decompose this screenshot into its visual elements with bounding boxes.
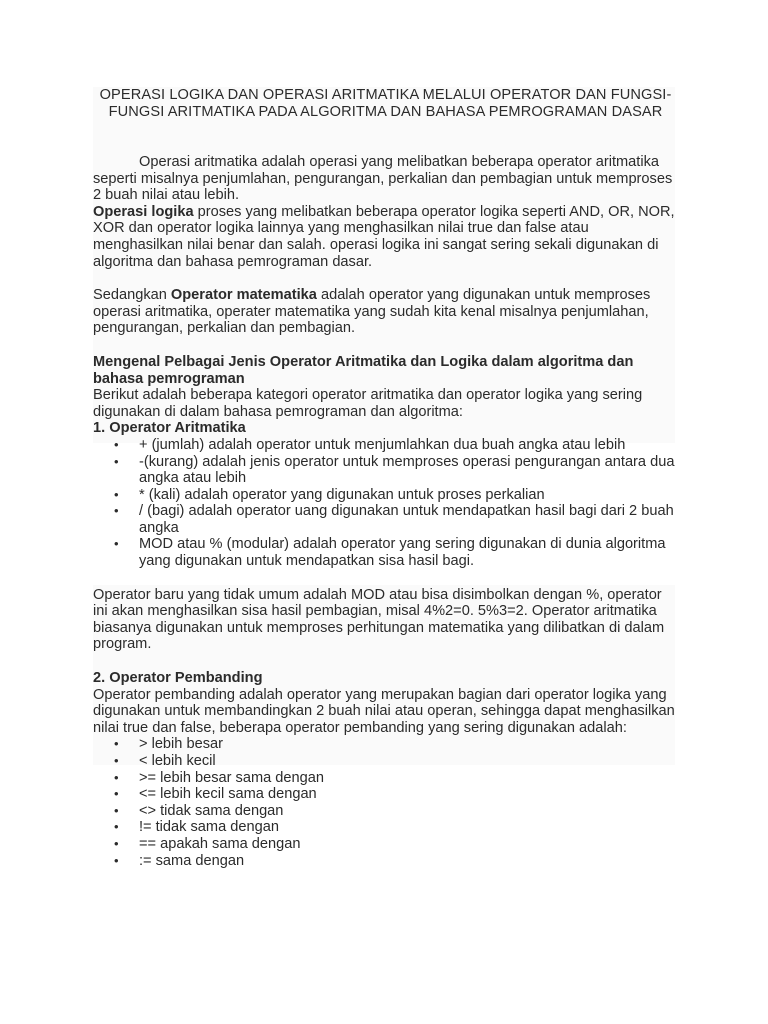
list-item <box>93 454 678 487</box>
list-item-text: <= lebih kecil sama dengan <box>139 786 317 803</box>
list-operator-aritmatika <box>93 437 678 570</box>
list-item-text: MOD atau % (modular) adalah operator yang sering digunakan di dunia algoritma yang digunakan untuk mendapatkan sisa hasil bagi. <box>139 536 666 570</box>
paragraph-operasi-logika <box>93 204 678 270</box>
list-item-text: == apakah sama dengan <box>139 835 301 852</box>
bullet-icon: • <box>114 486 119 502</box>
bullet-icon: • <box>114 736 119 752</box>
definition-operator-matematika: adalah operator yang digunakan untuk memproses operasi aritmatika, operater matematika yang sudah kita kenal misalnya penjumlahan, pengurangan, perkalian dan pembagian. <box>93 287 651 337</box>
bullet-icon: • <box>114 786 119 802</box>
list-item <box>93 503 678 536</box>
list-item <box>93 437 678 454</box>
term-operasi-logika: Operasi logika <box>93 203 194 220</box>
paragraph-operator-matematika <box>93 287 678 337</box>
heading-operator-aritmatika: 1. Operator Aritmatika <box>93 420 246 437</box>
list-item <box>93 487 678 504</box>
bullet-icon: • <box>114 436 119 452</box>
list-item-text: > lebih besar <box>139 736 223 753</box>
list-item <box>93 770 678 787</box>
list-item <box>93 536 678 569</box>
list-item-text: := sama dengan <box>139 852 245 869</box>
prefix-text: Sedangkan <box>93 287 171 304</box>
paragraph-mod-note: Operator baru yang tidak umum adalah MOD atau bisa disimbolkan dengan %, operator ini akan menghasilkan sisa hasil pembagian, misal 4%2=0. 5%3=2. Operator aritmatika biasanya digunakan untuk memproses perhitungan matematika yang dilibatkan di dalam program. <box>93 586 665 653</box>
bullet-icon: • <box>114 852 119 868</box>
list-item <box>93 786 678 803</box>
list-item-text: -(kurang) adalah jenis operator untuk memproses operasi pengurangan antara dua angka atau lebih <box>139 453 675 487</box>
list-item <box>93 819 678 836</box>
document-title: OPERASI LOGIKA DAN OPERASI ARITMATIKA MELALUI OPERATOR DAN FUNGSI-FUNGSI ARITMATIKA PADA ALGORITMA DAN BAHASA PEMROGRAMAN DASAR <box>99 87 672 120</box>
list-item <box>93 753 678 770</box>
list-item <box>93 836 678 853</box>
heading-operator-pembanding: 2. Operator Pembanding <box>93 670 263 687</box>
section-intro: Berikut adalah beberapa kategori operator aritmatika dan operator logika yang sering digunakan di dalam bahasa pemrograman dan algoritma: <box>93 387 643 420</box>
list-operator-pembanding <box>93 736 678 869</box>
document-body <box>93 87 678 869</box>
list-item <box>93 803 678 820</box>
list-item-text: != tidak sama dengan <box>139 819 279 836</box>
bullet-icon: • <box>114 536 119 552</box>
bullet-icon: • <box>114 769 119 785</box>
bullet-icon: • <box>114 802 119 818</box>
list-item <box>93 736 678 753</box>
bullet-icon: • <box>114 503 119 519</box>
bullet-icon: • <box>114 453 119 469</box>
list-item-text: < lebih kecil <box>139 753 216 769</box>
paragraph-operasi-aritmatika: Operasi aritmatika adalah operasi yang melibatkan beberapa operator aritmatika seperti misalnya penjumlahan, pengurangan, perkalian dan pembagian untuk memproses 2 buah nilai atau lebih. <box>93 154 673 204</box>
list-item-text: >= lebih besar sama dengan <box>139 769 324 786</box>
bullet-icon: • <box>114 753 119 768</box>
list-item-text: + (jumlah) adalah operator untuk menjumlahkan dua buah angka atau lebih <box>139 436 626 453</box>
term-operator-matematika: Operator matematika <box>170 287 317 304</box>
list-item-text: * (kali) adalah operator yang digunakan untuk proses perkalian <box>139 486 545 503</box>
bullet-icon: • <box>114 835 119 851</box>
list-item-text: <> tidak sama dengan <box>139 802 284 819</box>
list-item <box>93 853 678 870</box>
section-heading: Mengenal Pelbagai Jenis Operator Aritmatika dan Logika dalam algoritma dan bahasa pemrograman <box>93 353 634 387</box>
definition-operasi-logika: proses yang melibatkan beberapa operator logika seperti AND, OR, NOR, XOR dan operator logika lainnya yang menghasilkan nilai true dan false atau menghasilkan nilai benar dan salah. operasi logika ini sangat sering sekali digunakan di algoritma dan bahasa pemrograman dasar. <box>93 203 675 270</box>
bullet-icon: • <box>114 819 119 835</box>
list-item-text: / (bagi) adalah operator uang digunakan untuk mendapatkan hasil bagi dari 2 buah angka <box>139 503 674 536</box>
paragraph-operator-pembanding: Operator pembanding adalah operator yang merupakan bagian dari operator logika yang digunakan untuk membandingkan 2 buah nilai atau operan, sehingga dapat menghasilkan nilai true dan false, beberapa operator pembanding yang sering digunakan adalah: <box>93 686 675 736</box>
